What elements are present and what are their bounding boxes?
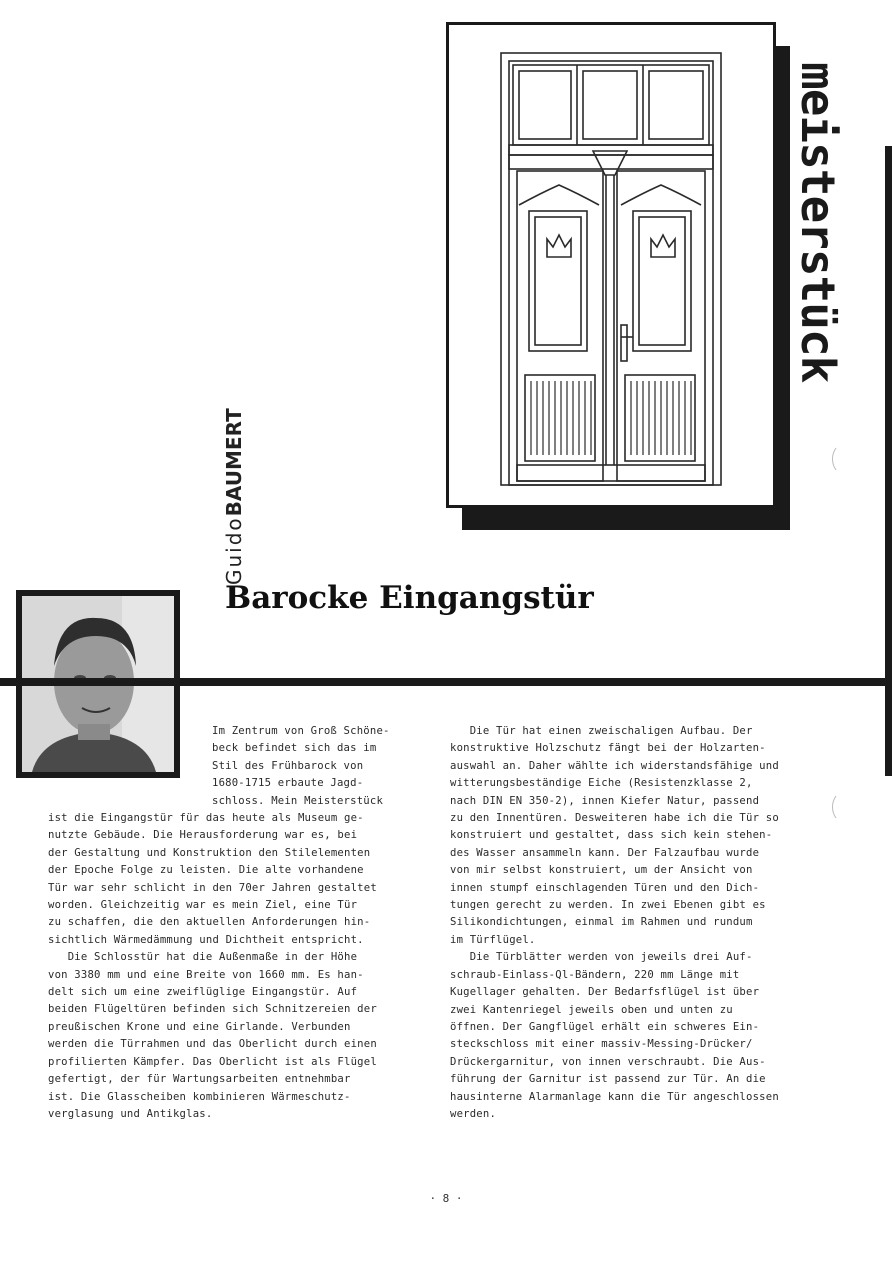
text-line: witterungsbeständige Eiche (Resistenzklasse 2, xyxy=(450,777,753,790)
text-line: konstruktive Holzschutz fängt bei der Holzarten- xyxy=(450,742,766,755)
text-line: konstruiert und gestaltet, dass sich kein stehen- xyxy=(450,829,773,842)
page-number: · 8 · xyxy=(429,1192,463,1205)
left-crown xyxy=(547,235,571,257)
text-line: sichtlich Wärmedämmung und Dichtheit entspricht. xyxy=(48,933,364,946)
transom-bar xyxy=(509,145,713,155)
article-column-2 xyxy=(450,723,779,1123)
author-first-name: Guido xyxy=(222,516,246,585)
text-line: Die Türblätter werden von jeweils drei Auf- xyxy=(450,951,753,964)
text-line: Kugellager gehalten. Der Bedarfsflügel ist über xyxy=(450,986,760,999)
door-image xyxy=(446,22,776,508)
text-line: zwei Kantenriegel jeweils oben und unten zu xyxy=(450,1003,733,1016)
text-line: des Wasser ansammeln kann. Der Falzaufbau wurde xyxy=(450,846,760,859)
text-line: Tür war sehr schlicht in den 70er Jahren gestaltet xyxy=(48,881,377,894)
text-line: steckschloss mit einer massiv-Messing-Drücker/ xyxy=(450,1038,753,1051)
text-line: Die Schlosstür hat die Außenmaße in der Höhe xyxy=(48,951,358,964)
text-line: preußischen Krone und eine Girlande. Verbunden xyxy=(48,1020,351,1033)
author-last-name: BAUMERT xyxy=(222,408,246,517)
text-line: öffnen. Der Gangflügel erhält ein schweres Ein- xyxy=(450,1020,760,1033)
text-line: im Türflügel. xyxy=(450,933,536,946)
right-crown xyxy=(651,235,675,257)
text-line: profilierten Kämpfer. Das Oberlicht ist als Flügel xyxy=(48,1055,377,1068)
text-line: Silikondichtungen, einmal im Rahmen und rundum xyxy=(450,916,753,929)
punch-hole-mark xyxy=(832,792,854,822)
text-line: von mir selbst konstruiert, um der Ansicht von xyxy=(450,864,753,877)
text-line: nach DIN EN 350-2), innen Kiefer Natur, passend xyxy=(450,794,760,807)
text-line: ist. Die Glasscheiben kombinieren Wärmeschutz- xyxy=(48,1090,351,1103)
text-line: von 3380 mm und eine Breite von 1660 mm. Es han- xyxy=(48,968,364,981)
text-line: Im Zentrum von Groß Schöne- xyxy=(212,725,390,737)
text-line: der Gestaltung und Konstruktion den Stilelementen xyxy=(48,846,371,859)
text-line: der Epoche Folge zu leisten. Die alte vorhandene xyxy=(48,864,364,877)
text-line: werden. xyxy=(450,1107,497,1120)
text-line: werden die Türrahmen und das Oberlicht durch einen xyxy=(48,1038,377,1051)
divider-bar xyxy=(0,678,892,686)
text-line: auswahl an. Daher wählte ich widerstandsfähige und xyxy=(450,759,779,772)
text-line: zu schaffen, die den aktuellen Anforderungen hin- xyxy=(48,916,371,929)
section-title: meisterstück xyxy=(791,62,845,383)
text-line: Stil des Frühbarock von xyxy=(212,759,364,772)
article-column-1 xyxy=(48,810,377,1123)
text-line: beck befindet sich das im xyxy=(212,742,377,755)
text-line: schraub-Einlass-Ql-Bändern, 220 mm Länge mit xyxy=(450,968,740,981)
article-headline: Barocke Eingangstür xyxy=(225,580,594,616)
text-line: worden. Gleichzeitig war es mein Ziel, eine Tür xyxy=(48,899,358,912)
text-line: führung der Garnitur ist passend zur Tür. An die xyxy=(450,1073,766,1086)
text-line: zu den Innentüren. Desweiteren habe ich die Tür so xyxy=(450,812,779,825)
door-handle xyxy=(621,325,627,361)
author-name xyxy=(222,395,256,585)
text-line: innen stumpf einschlagenden Türen und den Dich- xyxy=(450,881,760,894)
left-garland xyxy=(519,185,599,205)
text-line: 1680-1715 erbaute Jagd- xyxy=(212,777,364,790)
text-line: Die Tür hat einen zweischaligen Aufbau. Der xyxy=(450,725,753,737)
text-line: verglasung und Antikglas. xyxy=(48,1107,213,1120)
door-outer-frame xyxy=(501,53,721,485)
right-garland xyxy=(621,185,701,205)
transom-window xyxy=(513,65,709,145)
text-line: schloss. Mein Meisterstück xyxy=(212,794,384,807)
article-column-1-intro xyxy=(212,723,390,810)
text-line: tungen gerecht zu werden. In zwei Ebenen gibt es xyxy=(450,899,766,912)
text-line: delt sich um eine zweiflüglige Eingangstür. Auf xyxy=(48,986,358,999)
text-line: beiden Flügeltüren befinden sich Schnitzereien der xyxy=(48,1003,377,1016)
punch-hole-mark xyxy=(832,444,854,474)
text-line: ist die Eingangstür für das heute als Museum ge- xyxy=(48,812,364,824)
text-line: Drückergarnitur, von innen verschraubt. Die Aus- xyxy=(450,1055,766,1068)
text-line: nutzte Gebäude. Die Herausforderung war es, bei xyxy=(48,829,358,842)
text-line: gefertigt, der für Wartungsarbeiten entnehmbar xyxy=(48,1073,351,1086)
door-drawing xyxy=(449,25,773,505)
text-line: hausinterne Alarmanlage kann die Tür angeschlossen xyxy=(450,1090,779,1103)
